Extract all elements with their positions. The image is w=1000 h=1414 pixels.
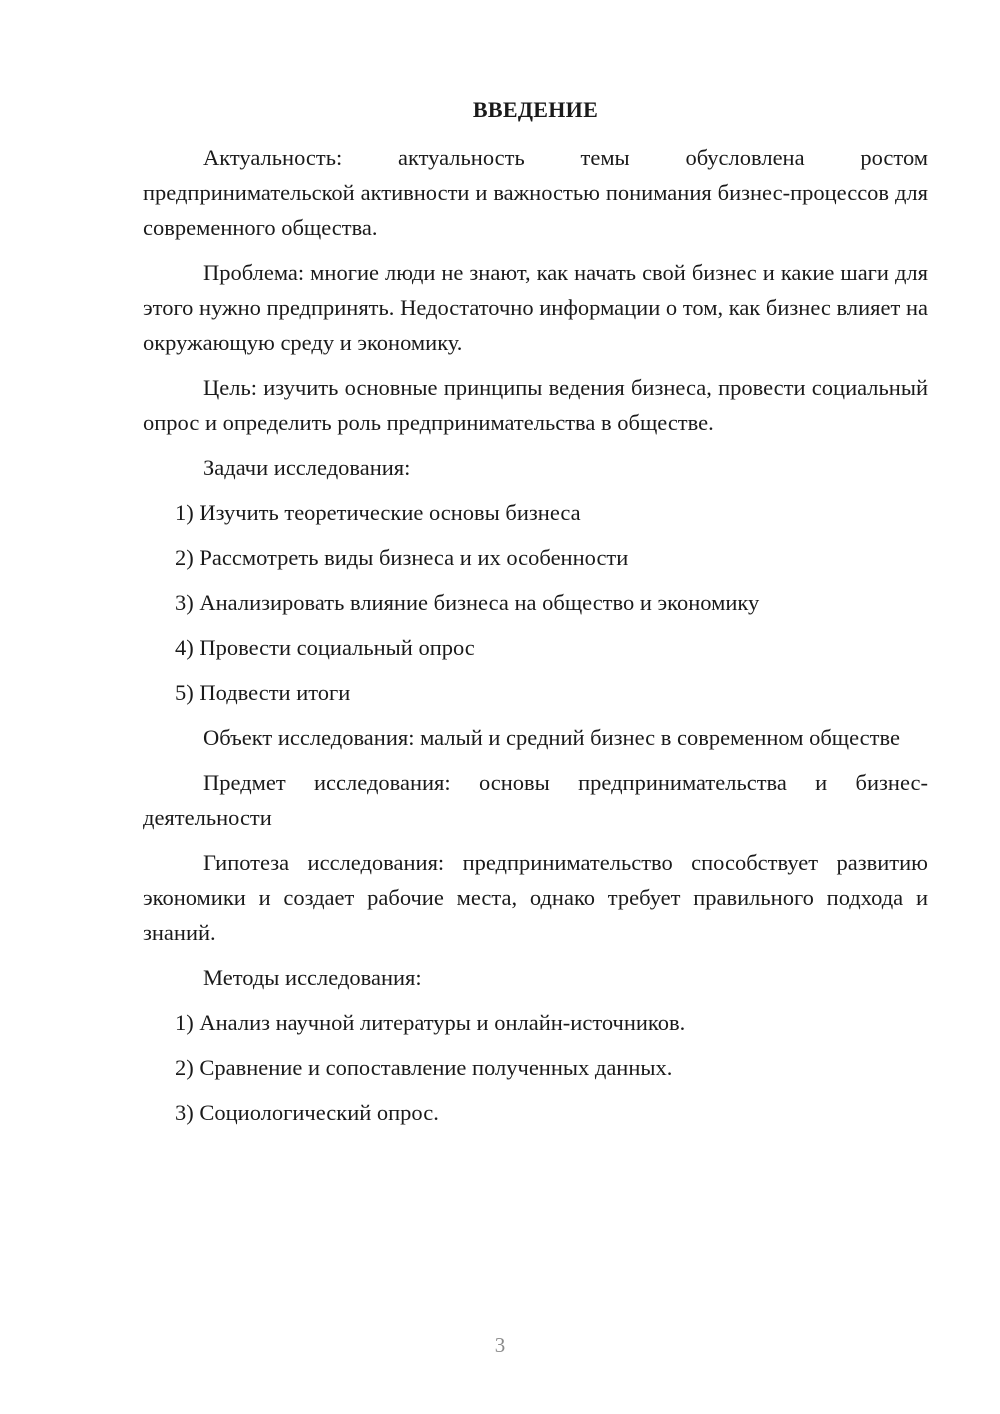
relevance-paragraph: Актуальность: актуальность темы обусловлена ростом предпринимательской активности и важностью понимания бизнес-процессов для современного общества. (143, 145, 928, 240)
list-item: 4) Провести социальный опрос (175, 635, 475, 660)
subject-paragraph: Предмет исследования: основы предпринимательства и бизнес-деятельности (143, 770, 928, 830)
problem-paragraph: Проблема: многие люди не знают, как начать свой бизнес и какие шаги для этого нужно предпринять. Недостаточно информации о том, как бизнес влияет на окружающую среду и экономику. (143, 260, 928, 355)
tasks-list (143, 495, 928, 710)
goal-paragraph: Цель: изучить основные принципы ведения бизнеса, провести социальный опрос и определить роль предпринимательства в обществе. (143, 375, 928, 435)
page-number: 3 (494, 1333, 506, 1357)
list-item: 1) Анализ научной литературы и онлайн-источников. (175, 1010, 686, 1035)
list-item: 5) Подвести итоги (175, 680, 351, 705)
section-title: ВВЕДЕНИЕ (472, 97, 599, 122)
hypothesis-paragraph: Гипотеза исследования: предпринимательство способствует развитию экономики и создает рабочие места, однако требует правильного подхода и знаний. (143, 850, 928, 945)
methods-heading: Методы исследования: (203, 965, 422, 990)
methods-list (143, 1005, 928, 1130)
document-body (143, 92, 928, 1140)
list-item: 2) Рассмотреть виды бизнеса и их особенности (175, 545, 629, 570)
object-paragraph: Объект исследования: малый и средний бизнес в современном обществе (203, 725, 900, 750)
list-item: 3) Социологический опрос. (175, 1100, 439, 1125)
list-item: 3) Анализировать влияние бизнеса на общество и экономику (175, 590, 760, 615)
tasks-heading: Задачи исследования: (203, 455, 411, 480)
list-item: 2) Сравнение и сопоставление полученных данных. (175, 1055, 673, 1080)
list-item: 1) Изучить теоретические основы бизнеса (175, 500, 581, 525)
